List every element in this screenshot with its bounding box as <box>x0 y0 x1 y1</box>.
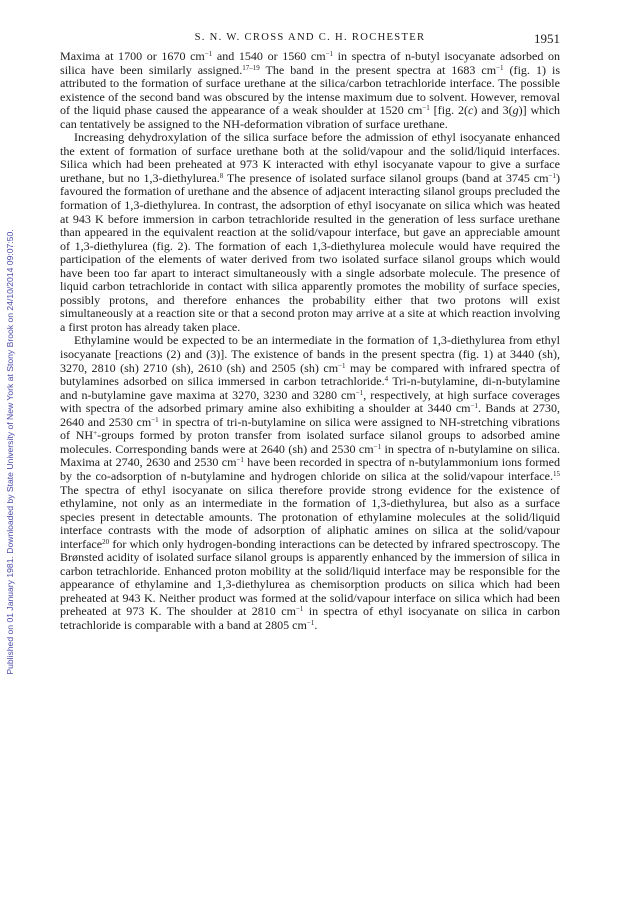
download-watermark-text: Published on 01 January 1981. Downloaded by State University of New York at Stony Brook on 24/10/2014 09:07:50. <box>5 229 15 675</box>
page-header <box>60 32 560 50</box>
superscript-run: −1 <box>373 442 382 451</box>
italic-run: g <box>512 103 519 118</box>
body-paragraph <box>60 50 560 131</box>
superscript-run: −1 <box>496 63 504 72</box>
article-body <box>60 50 560 633</box>
text-run: )] which can tentatively be assigned to the NH-deformation vibration of surface urethane. <box>60 103 560 131</box>
superscript-run: −1 <box>295 605 304 614</box>
text-run: The spectra of ethyl isocyanate on silica therefore provide strong evidence for the existence of ethylamine, not only as an intermediate in the formation of 1,3-diethylurea, but also as a surface species present in detectable amounts. The protonation of ethylamine molecules at the solid/liquid interface contrasts with the mode of adsorption of aliphatic amines on silica at the solid/vapour interface <box>60 482 560 551</box>
page-number: 1951 <box>534 31 560 46</box>
text-run: , respectively, at high surface coverages with spectra of the adsorbed primary amine also exhibiting a shoulder at 3440 cm <box>60 387 560 416</box>
text-run: have been recorded in spectra of n-butylammonium ions formed by the co-adsorption of n-butylamine and hydrogen chloride on silica at the solid/vapour interface. <box>60 455 560 483</box>
text-run: in spectra of n-butylamine on silica. Maxima at 2740, 2630 and 2530 cm <box>60 441 560 470</box>
text-run: ) favoured the formation of urethane and the absence of adjacent interacting silanol groups precluded the formation of 1,3-diethylurea. In contrast, the adsorption of ethyl isocyanate on silica which was heated at 943 K before immersion in carbon tetrachloride resulted in the generation of less surface urethane than appeared in the equivalent reaction at the solid/vapour interface, but gave an appreciable amount of 1,3-diethylurea (fig. 2). The formation of each 1,3-diethylurea molecule would have required the participation of the elements of water derived from two isolated surface silanol groups which would have been too far apart to interact simultaneously with a single adsorbate molecule. The presence of liquid carbon tetrachloride in contact with silica apparently promotes the mobility of surface species, possibly protons, and therefore enhances the probability either that two protons will exist simultaneously at a reaction site or that a second proton may arrive at a site at which reaction involving a first proton has already taken place. <box>60 170 560 334</box>
superscript-run: −1 <box>338 361 346 370</box>
text-run: in spectra of n-butyl isocyanate adsorbed on silica have been similarly assigned. <box>60 49 560 77</box>
superscript-run: −1 <box>306 618 315 627</box>
superscript-run: + <box>93 429 98 438</box>
superscript-run: 15 <box>553 469 560 478</box>
text-run: in spectra of ethyl isocyanate on silica in carbon tetrachloride is comparable with a band at 2805 cm <box>60 604 560 632</box>
text-run: Ethylamine would be expected to be an intermediate in the formation of 1,3-diethylurea from ethyl isocyanate [reactions (2) and (3)]. The existence of bands in the present spectra (fig. 1) at 3440 (sh), 3270, 2810 (sh) 2710 (sh), 2610 (sh) and 2505 (sh) cm <box>60 333 560 375</box>
superscript-run: −1 <box>151 415 159 424</box>
download-watermark <box>2 40 18 864</box>
superscript-run: −1 <box>204 50 213 58</box>
superscript-run: 17–19 <box>242 63 260 72</box>
text-run: -groups formed by proton transfer from isolated surface silanol groups to adsorbed amine molecules. Corresponding bands were at 2640 (sh) and 2530 cm <box>60 428 560 456</box>
superscript-run: −1 <box>236 456 244 465</box>
text-run: The band in the present spectra at 1683 cm <box>259 62 497 77</box>
text-run: Increasing dehydroxylation of the silica surface before the admission of ethyl isocyanate enhanced the extent of formation of surface urethane both at the solid/vapour and the solid/liquid interfaces. Silica which had been preheated at 973 K interacted with ethyl isocyanate vapour to give a surface urethane, but no 1,3-diethylurea. <box>60 130 560 185</box>
superscript-run: 4 <box>384 375 389 384</box>
body-paragraph <box>60 131 560 334</box>
text-run: (fig. 1) is attributed to the formation of surface urethane at the silica/carbon tetrachloride interface. The possible existence of the second band was obscured by the intense maximum due to solvent. However, removal of the liquid phase caused the appearance of a weak shoulder at 1520 cm <box>60 62 561 118</box>
journal-page <box>60 32 560 633</box>
superscript-run: 8 <box>219 171 224 180</box>
superscript-run: −1 <box>470 402 478 411</box>
superscript-run: 20 <box>102 537 110 546</box>
body-paragraph <box>60 334 560 632</box>
superscript-run: −1 <box>355 388 364 397</box>
text-run: and 1540 or 1560 cm <box>212 49 326 63</box>
text-run: Maxima at 1700 or 1670 cm <box>60 49 205 63</box>
text-run: The presence of isolated surface silanol groups (band at 3745 cm <box>223 170 549 185</box>
text-run: Tri-n-butylamine, di-n-butylamine and n-butylamine gave maxima at 3270, 3230 and 3280 cm <box>60 374 560 402</box>
text-run: . <box>314 617 318 632</box>
text-run: for which only hydrogen-bonding interactions can be detected by infrared spectroscopy. The Brønsted acidity of isolated surface silanol groups is apparently enhanced by the immersion of silica in carbon tetrachloride. Enhanced proton mobility at the solid/liquid interface may be responsible for the appearance of ethylamine and 1,3-diethylurea as chemisorption products on silica which had been preheated at 943 K. Neither product was formed at the solid/vapour interface on silica which had been preheated at 973 K. The shoulder at 2810 cm <box>60 536 560 619</box>
superscript-run: −1 <box>422 104 430 113</box>
italic-run: c <box>468 103 474 118</box>
text-run: in spectra of tri-n-butylamine on silica were assigned to NH-stretching vibrations of NH <box>60 414 560 443</box>
text-run: [fig. 2( <box>429 103 469 118</box>
superscript-run: −1 <box>325 50 334 58</box>
text-run: . Bands at 2730, 2640 and 2530 cm <box>60 401 560 429</box>
running-head-authors: S. N. W. CROSS AND C. H. ROCHESTER <box>194 32 426 43</box>
superscript-run: −1 <box>548 171 556 180</box>
text-run: ) and 3( <box>473 103 513 118</box>
text-run: may be compared with infrared spectra of butylamines adsorbed on silica immersed in carbon tetrachloride. <box>60 360 560 389</box>
